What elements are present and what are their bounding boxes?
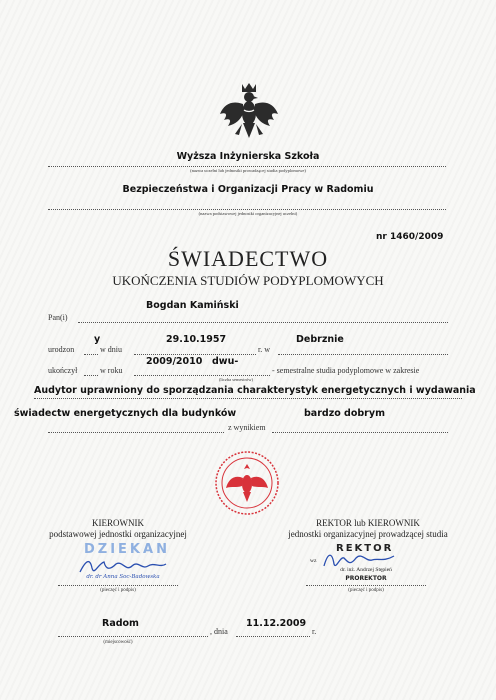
holder-name: Bogdan Kamiński	[146, 300, 239, 311]
name-label: Pan(i)	[48, 313, 68, 322]
right-stamp-title: REKTOR	[336, 543, 394, 554]
unit-name: Bezpieczeństwa i Organizacji Pracy w Radomiu	[122, 184, 374, 195]
certificate-number: nr 1460/2009	[376, 232, 444, 242]
left-stamp-name: dr. dr Anna Soc-Badowska	[86, 574, 160, 580]
born-suffix: y	[94, 334, 101, 345]
polish-eagle-icon	[218, 80, 280, 146]
born-place: Debrznie	[296, 334, 344, 345]
scope-line-1: Audytor uprawniony do sporządzania charakterystyk energetycznych i wydawania	[34, 385, 476, 396]
school-name: Wyższa Inżynierska Szkoła	[176, 151, 320, 162]
right-heading-2: jednostki organizacyjnej prowadzącej studia	[288, 529, 448, 539]
left-heading-1: KIEROWNIK	[92, 518, 144, 528]
left-heading-2: podstawowej jednostki organizacyjnej	[49, 529, 187, 539]
right-stamp-role: PROREKTOR	[345, 575, 387, 582]
left-caption: (pieczęć i podpis)	[100, 588, 136, 593]
semesters-suffix: - semestralne studia podyplomowe w zakresie	[272, 366, 420, 375]
unit-caption: (nazwa podstawowej jednostki organizacyjnej uczelni)	[198, 211, 298, 216]
born-label: urodzon	[48, 345, 75, 354]
semesters-caption: (liczba semestrów)	[218, 377, 254, 382]
right-caption: (pieczęć i podpis)	[348, 588, 384, 593]
red-eagle-seal-icon	[214, 450, 280, 516]
finished-label: ukończył	[48, 366, 78, 375]
place-caption: (miejscowość)	[103, 640, 133, 645]
semesters: dwu-	[212, 356, 239, 367]
born-date: 29.10.1957	[166, 334, 227, 345]
scope-line-2: świadectw energetycznych dla budynków	[14, 408, 237, 419]
certificate-title: ŚWIADECTWO	[167, 246, 329, 271]
right-heading-1: REKTOR lub KIEROWNIK	[316, 518, 420, 528]
date: 11.12.2009	[246, 618, 307, 629]
finished-year: 2009/2010	[146, 356, 203, 367]
born-day-label: w dniu	[100, 345, 122, 354]
right-stamp-prefix: wz	[310, 558, 317, 564]
grade-label: z wynikiem	[228, 423, 266, 432]
left-stamp-title: DZIEKAN	[84, 542, 170, 557]
place: Radom	[102, 618, 139, 629]
grade: bardzo dobrym	[304, 408, 385, 419]
date-suffix: r.	[312, 627, 317, 636]
date-label: , dnia	[210, 627, 228, 636]
born-year-label: r. w	[258, 345, 270, 354]
finished-year-label: w roku	[100, 366, 123, 375]
school-caption: (nazwa uczelni lub jednostki prowadzącej studia podyplomowe)	[190, 168, 306, 173]
right-stamp-name: dr. inż. Andrzej Stępień	[340, 567, 392, 573]
certificate-subtitle: UKOŃCZENIA STUDIÓW PODYPLOMOWYCH	[112, 273, 384, 288]
